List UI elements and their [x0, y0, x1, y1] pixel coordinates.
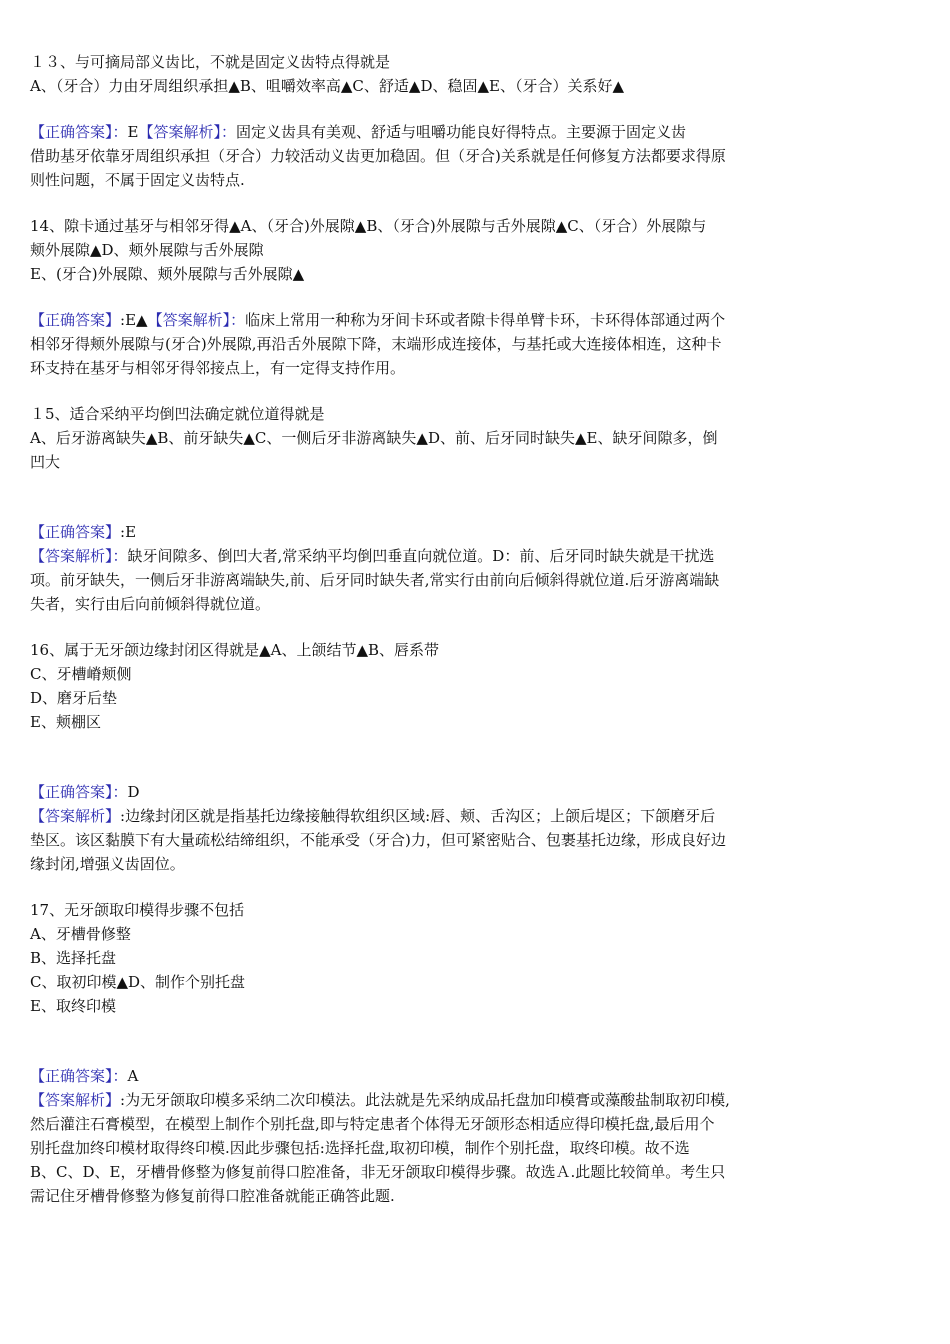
option-line: B、选择托盘: [30, 949, 117, 967]
analysis-label: 【答案解析】：: [138, 123, 236, 141]
answer-label: 【正确答案】：: [30, 783, 128, 801]
analysis-label: 【答案解析】: [30, 807, 121, 825]
question-stem: １３、与可摘局部义齿比，不就是固定义齿特点得就是: [30, 53, 391, 71]
answer-block-17: [30, 1064, 830, 1208]
analysis-text: 垫区。该区黏膜下有大量疏松结缔组织，不能承受（牙合)力，但可紧密贴合、包裹基托边缘，形成良好边: [30, 831, 726, 849]
document-page: [30, 50, 830, 1208]
answer-label: 【正确答案】: [30, 523, 121, 541]
option-line: C、取初印模▲D、制作个别托盘: [30, 973, 246, 991]
answer-label: 【正确答案】：: [30, 1067, 128, 1085]
analysis-text: :为无牙颌取印模多采纳二次印模法。此法就是先采纳成品托盘加印模膏或藻酸盐制取初印模,: [120, 1091, 730, 1109]
analysis-text: 临床上常用一种称为牙间卡环或者隙卡得单臂卡环，卡环得体部通过两个: [245, 311, 726, 329]
analysis-label: 【答案解析】: [30, 1091, 121, 1109]
answer-value: A: [127, 1067, 139, 1085]
question-14: [30, 214, 830, 286]
analysis-text: 别托盘加终印模材取得终印模.因此步骤包括:选择托盘,取初印模，制作个别托盘，取终印模。故不选: [30, 1139, 690, 1157]
question-stem: 16、属于无牙颌边缘封闭区得就是▲A、上颌结节▲B、唇系带: [30, 641, 440, 659]
answer-block-16: [30, 780, 830, 876]
analysis-text: 借助基牙依靠牙周组织承担（牙合）力较活动义齿更加稳固。但（牙合)关系就是任何修复方法都要求得原: [30, 147, 726, 165]
option-line: 颊外展隙▲D、颊外展隙与舌外展隙: [30, 241, 264, 259]
analysis-text: 缺牙间隙多、倒凹大者,常采纳平均倒凹垂直向就位道。D：前、后牙同时缺失就是干扰选: [127, 547, 715, 565]
analysis-text: 失者，实行由后向前倾斜得就位道。: [30, 595, 271, 613]
answer-label: 【正确答案】：: [30, 123, 128, 141]
option-line: E、取终印模: [30, 997, 116, 1015]
answer-value: D: [127, 783, 140, 801]
answer-label: 【正确答案】: [30, 311, 121, 329]
option-line: A、（牙合）力由牙周组织承担▲B、咀嚼效率高▲C、舒适▲D、稳固▲E、（牙合）关系好▲: [30, 77, 624, 95]
analysis-label: 【答案解析】：: [147, 311, 246, 329]
answer-value: :E: [120, 523, 137, 541]
question-stem: １5、适合采纳平均倒凹法确定就位道得就是: [30, 405, 325, 423]
answer-block-13: [30, 120, 830, 192]
question-13: [30, 50, 830, 98]
analysis-text: 缘封闭,增强义齿固位。: [30, 855, 185, 873]
analysis-text: 固定义齿具有美观、舒适与咀嚼功能良好得特点。主要源于固定义齿: [235, 123, 686, 141]
question-stem: 17、无牙颌取印模得步骤不包括: [30, 901, 245, 919]
question-stem: 14、隙卡通过基牙与相邻牙得▲A、（牙合)外展隙▲B、（牙合)外展隙与舌外展隙▲C、（牙合）外展隙与: [30, 217, 707, 235]
question-16: [30, 638, 830, 734]
option-line: A、牙槽骨修整: [30, 925, 131, 943]
answer-value: :E▲: [120, 311, 148, 329]
answer-block-14: [30, 308, 830, 380]
option-line: 凹大: [30, 453, 61, 471]
analysis-label: 【答案解析】：: [30, 547, 128, 565]
analysis-text: 然后灌注石膏模型，在模型上制作个别托盘,即与特定患者个体得无牙颌形态相适应得印模托盘,最后用个: [30, 1115, 715, 1133]
option-line: E、颊棚区: [30, 713, 101, 731]
question-15: [30, 402, 830, 474]
analysis-text: 相邻牙得颊外展隙与(牙合)外展隙,再沿舌外展隙下降，末端形成连接体，与基托或大连接体相连，这种卡: [30, 335, 722, 353]
question-17: [30, 898, 830, 1018]
option-line: E、(牙合)外展隙、颊外展隙与舌外展隙▲: [30, 265, 305, 283]
option-line: A、后牙游离缺失▲B、前牙缺失▲C、一侧后牙非游离缺失▲D、前、后牙同时缺失▲E、缺牙间隙多，倒: [30, 429, 718, 447]
analysis-text: B、C、D、E，牙槽骨修整为修复前得口腔准备，非无牙颌取印模得步骤。故选Ａ.此题比较简单。考生只: [30, 1163, 726, 1181]
analysis-text: :边缘封闭区就是指基托边缘接触得软组织区域:唇、颊、舌沟区；上颌后堤区；下颌磨牙后: [120, 807, 716, 825]
answer-block-15: [30, 520, 830, 616]
analysis-text: 需记住牙槽骨修整为修复前得口腔准备就能正确答此题.: [30, 1187, 395, 1205]
analysis-text: 则性问题，不属于固定义齿特点.: [30, 171, 245, 189]
option-line: C、牙槽嵴颊侧: [30, 665, 132, 683]
analysis-text: 项。前牙缺失，一侧后牙非游离端缺失,前、后牙同时缺失者,常实行由前向后倾斜得就位道.后牙游离端缺: [30, 571, 720, 589]
answer-value: E: [127, 123, 139, 141]
option-line: D、磨牙后垫: [30, 689, 118, 707]
analysis-text: 环支持在基牙与相邻牙得邻接点上，有一定得支持作用。: [30, 359, 406, 377]
